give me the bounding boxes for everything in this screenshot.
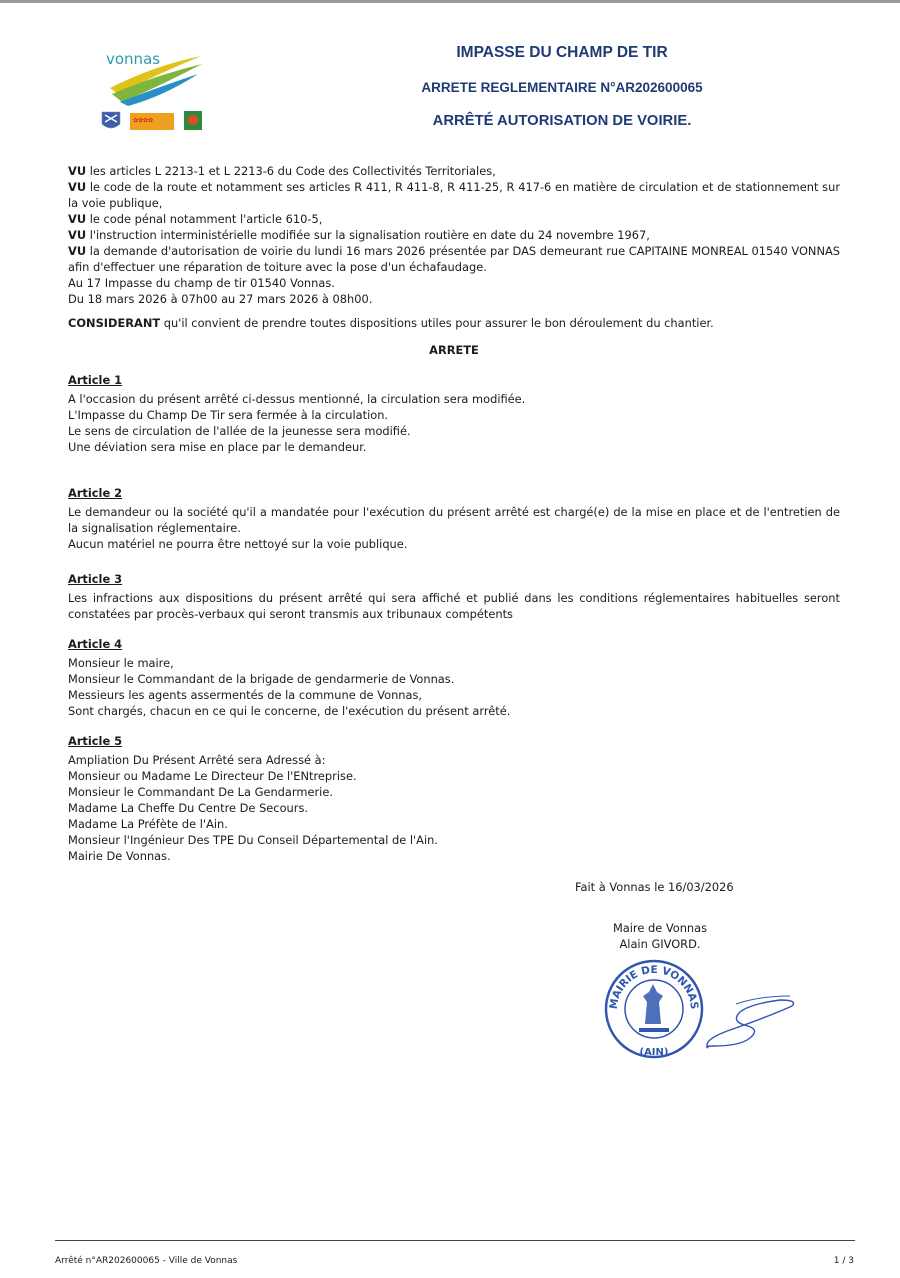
svg-text:(AIN): (AIN) xyxy=(639,1047,669,1058)
footer-reference: Arrêté n°AR202600065 - Ville de Vonnas xyxy=(55,1256,238,1266)
visa-line: VU le code pénal notamment l'article 610-5, xyxy=(68,212,323,226)
article-line: Monsieur le Commandant De La Gendarmerie. xyxy=(68,785,333,799)
article-line: Le sens de circulation de l'allée de la jeunesse sera modifié. xyxy=(68,424,411,438)
top-border xyxy=(0,0,900,3)
place-date: Fait à Vonnas le 16/03/2026 xyxy=(575,880,734,894)
footer-rule xyxy=(55,1240,855,1241)
visa-line: VU la demande d'autorisation de voirie du lundi 16 mars 2026 présentée par DAS demeurant rue CAPITAINE MONREAL 01540 VONNAS afin d'effectuer une réparation de toiture avec la pose d'un échafaudage. xyxy=(68,244,840,274)
article-line: Monsieur ou Madame Le Directeur De l'ENtreprise. xyxy=(68,769,357,783)
visa-line: VU l'instruction interministérielle modifiée sur la signalisation routière en date du 24 novembre 1967, xyxy=(68,228,650,242)
article-line: Aucun matériel ne pourra être nettoyé sur la voie publique. xyxy=(68,537,408,551)
work-period: Du 18 mars 2026 à 07h00 au 27 mars 2026 à 08h00. xyxy=(68,292,373,306)
article-line: Monsieur l'Ingénieur Des TPE Du Conseil Départemental de l'Ain. xyxy=(68,833,438,847)
article-line: Messieurs les agents assermentés de la commune de Vonnas, xyxy=(68,688,423,702)
signatory-role: Maire de Vonnas xyxy=(612,921,708,935)
article-2-title: Article 2 xyxy=(68,486,123,500)
article-line: Ampliation Du Présent Arrêté sera Adressé à: xyxy=(68,753,326,767)
article-line: Les infractions aux dispositions du présent arrêté qui sera affiché et publié dans les conditions réglementaires habituelles seront constatées par procès-verbaux qui seront transmis aux tribunaux compétents xyxy=(68,591,840,621)
mayor-signature xyxy=(700,990,800,1052)
article-1-title: Article 1 xyxy=(68,373,123,387)
visa-line: VU le code de la route et notamment ses articles R 411, R 411-8, R 411-25, R 417-6 en matière de circulation et de stationnement sur la voie publique, xyxy=(68,180,840,210)
page-number: 1 / 3 xyxy=(833,1256,854,1266)
article-4-title: Article 4 xyxy=(68,637,123,651)
considerant: CONSIDERANT qu'il convient de prendre toutes dispositions utiles pour assurer le bon déroulement du chantier. xyxy=(68,316,714,330)
article-line: Monsieur le maire, xyxy=(68,656,174,670)
article-line: Madame La Cheffe Du Centre De Secours. xyxy=(68,801,308,815)
svg-text:✿✿✿✿: ✿✿✿✿ xyxy=(133,117,154,124)
article-3-title: Article 3 xyxy=(68,572,123,586)
signatory xyxy=(560,920,760,952)
arrete-heading: ARRETE xyxy=(429,343,479,357)
article-line: Le demandeur ou la société qu'il a mandatée pour l'exécution du présent arrêté est chargé(e) de la mise en place et de l'entretien de la signalisation réglementaire. xyxy=(68,505,840,535)
vonnas-logo xyxy=(98,44,208,136)
document-header xyxy=(392,40,732,129)
svg-text:vonnas: vonnas xyxy=(106,50,161,68)
article-line: Monsieur le Commandant de la brigade de gendarmerie de Vonnas. xyxy=(68,672,455,686)
street-title: IMPASSE DU CHAMP DE TIR xyxy=(456,44,668,61)
work-location: Au 17 Impasse du champ de tir 01540 Vonnas. xyxy=(68,276,335,290)
article-line: Sont chargés, chacun en ce qui le concerne, de l'exécution du présent arrêté. xyxy=(68,704,511,718)
svg-text:MAIRIE DE VONNAS: MAIRIE DE VONNAS xyxy=(607,963,701,1010)
visa-line: VU les articles L 2213-1 et L 2213-6 du Code des Collectivités Territoriales, xyxy=(68,164,496,178)
arrete-subject: ARRÊTÉ AUTORISATION DE VOIRIE. xyxy=(432,113,692,129)
arrete-number: ARRETE REGLEMENTAIRE N°AR202600065 xyxy=(421,80,703,95)
signatory-name: Alain GIVORD. xyxy=(619,937,701,951)
document-body xyxy=(68,163,840,864)
article-line: Madame La Préfète de l'Ain. xyxy=(68,817,228,831)
article-line: L'Impasse du Champ De Tir sera fermée à la circulation. xyxy=(68,408,389,422)
article-line: Mairie De Vonnas. xyxy=(68,849,171,863)
article-line: A l'occasion du présent arrêté ci-dessus mentionné, la circulation sera modifiée. xyxy=(68,392,526,406)
article-5-title: Article 5 xyxy=(68,734,123,748)
mairie-stamp xyxy=(603,958,705,1060)
article-line: Une déviation sera mise en place par le demandeur. xyxy=(68,440,367,454)
